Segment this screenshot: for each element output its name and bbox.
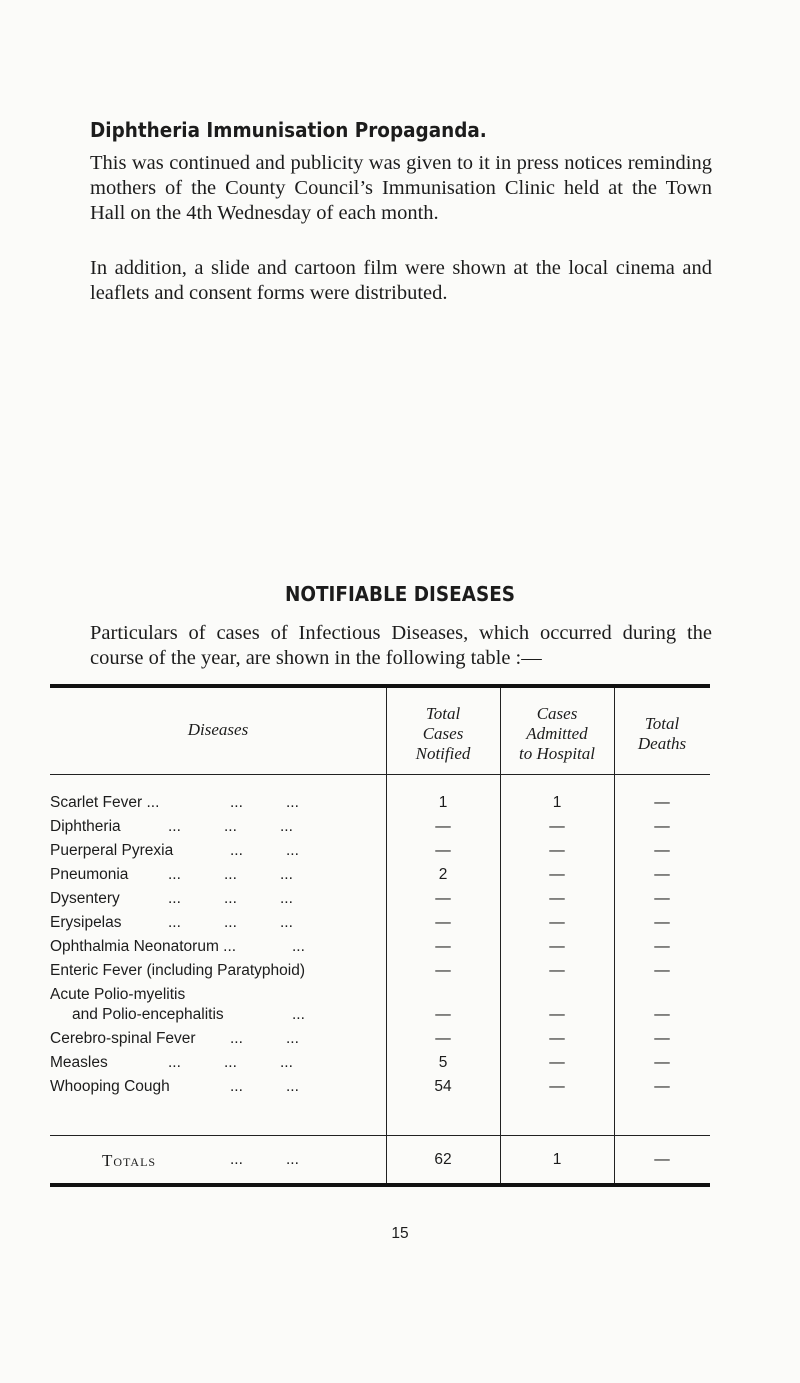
cell-deaths: — [654,1006,670,1023]
body-bottom-rule [50,1135,710,1136]
section-heading: Diphtheria Immunisation Propaganda. [90,118,487,142]
disease-name: Pneumonia [50,866,129,883]
header-bottom-rule [50,774,710,775]
cell-admitted: — [549,1030,565,1047]
cell-deaths: — [654,962,670,979]
leader-dots: ... [292,1006,305,1023]
leader-dots: ... ... [230,1030,299,1047]
disease-name: Cerebro-spinal Fever [50,1030,196,1047]
page-number: 15 [391,1225,409,1242]
table-row [50,794,710,818]
leader-dots: ... ... [230,842,299,859]
cell-admitted: — [549,1078,565,1095]
table-row [50,1030,710,1054]
leader-dots: ... ... ... [168,818,293,835]
leader-dots: ... ... ... [168,914,293,931]
table-row [50,914,710,938]
disease-name: and Polio-encephalitis [72,1006,224,1023]
table-row [50,818,710,842]
leader-dots: ... [292,938,305,955]
cell-deaths: — [654,1054,670,1071]
table-row [50,962,710,986]
cell-admitted: — [549,1006,565,1023]
cell-admitted: — [549,962,565,979]
header-total-deaths: Total Deaths [637,714,687,753]
table-row [50,866,710,890]
totals-row [50,1151,710,1175]
disease-name: Puerperal Pyrexia [50,842,174,859]
cell-deaths: — [654,938,670,955]
cell-admitted: — [549,890,565,907]
cell-deaths: — [654,818,670,835]
cell-admitted: — [549,914,565,931]
cell-notified: — [435,1030,451,1047]
table-row [50,890,710,914]
notifiable-diseases-heading: NOTIFIABLE DISEASES [284,582,516,606]
cell-admitted: — [549,842,565,859]
leader-dots: ... ... [230,1151,299,1168]
cell-notified: — [435,962,451,979]
disease-name: Acute Polio-myelitis [50,986,186,1003]
paragraph-publicity: This was continued and publicity was given to it in press notices reminding mothers of the County Council’s Immunisation Clinic held at the Town Hall on the 4th Wednesday of each month. [90,152,712,224]
cell-deaths: — [654,794,670,811]
cell-notified: — [435,1006,451,1023]
cell-deaths: — [654,866,670,883]
cell-admitted: — [549,866,565,883]
cell-deaths: — [654,1078,670,1095]
paragraph-cinema: In addition, a slide and cartoon film were shown at the local cinema and leaflets and consent forms were distributed. [90,257,712,304]
table-bottom-rule [50,1183,710,1187]
table-row [50,1006,710,1030]
notifiable-diseases-table [50,684,710,1383]
cell-deaths: — [654,890,670,907]
disease-name: Diphtheria [50,818,121,835]
disease-name: Whooping Cough [50,1078,170,1095]
leader-dots: ... ... ... [168,890,293,907]
cell-notified: — [435,914,451,931]
leader-dots: ... ... ... [168,1054,293,1071]
header-cases-admitted: Cases Admitted to Hospital [518,704,596,763]
header-total-cases-notified: Total Cases Notified [415,704,471,763]
cell-admitted: 1 [552,794,562,811]
table-row [50,1054,710,1078]
cell-deaths: — [654,1030,670,1047]
disease-name: Measles [50,1054,108,1071]
table-row [50,842,710,866]
total-admitted: 1 [552,1151,562,1168]
table-intro: Particulars of cases of Infectious Diseases, which occurred during the course of the year, are shown in the following table :— [90,622,712,669]
cell-admitted: — [549,818,565,835]
cell-deaths: — [654,914,670,931]
cell-admitted: — [549,938,565,955]
total-deaths: — [654,1151,670,1168]
cell-notified: — [435,842,451,859]
table-row [50,1078,710,1102]
total-notified: 62 [434,1151,452,1168]
totals-label: Totals [102,1151,157,1170]
cell-notified: 1 [438,794,448,811]
leader-dots: ... ... ... [168,866,293,883]
cell-notified: — [435,890,451,907]
cell-notified: 2 [438,866,448,883]
disease-name: Dysentery [50,890,120,907]
cell-notified: — [435,938,451,955]
cell-notified: 54 [434,1078,452,1095]
cell-deaths: — [654,842,670,859]
cell-notified: — [435,818,451,835]
disease-name: Scarlet Fever ... [50,794,160,811]
cell-notified: 5 [438,1054,448,1071]
leader-dots: ... ... [230,794,299,811]
table-row [50,938,710,962]
disease-name: Ophthalmia Neonatorum ... [50,938,237,955]
header-diseases: Diseases [187,720,249,739]
cell-admitted: — [549,1054,565,1071]
table-top-rule [50,684,710,688]
disease-name: Erysipelas [50,914,122,931]
disease-name: Enteric Fever (including Paratyphoid) [50,962,306,979]
leader-dots: ... ... [230,1078,299,1095]
